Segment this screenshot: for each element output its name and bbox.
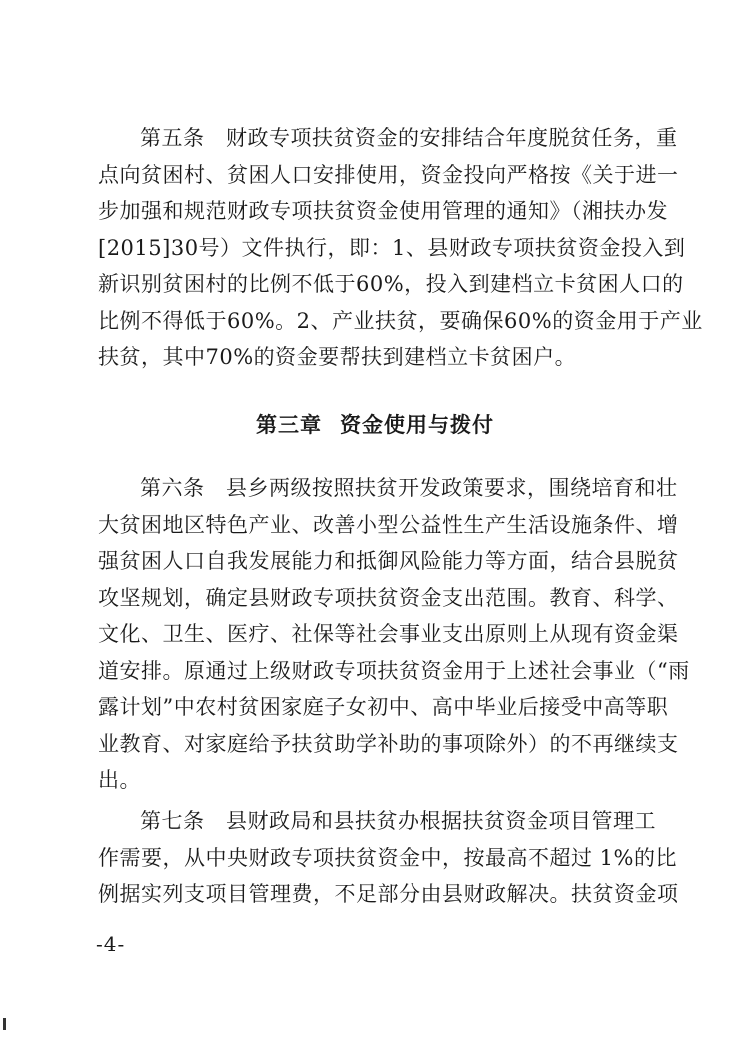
paragraph-line: 点向贫困村、贫困人口安排使用，资金投向严格按《关于进一 [98,162,679,187]
paragraph-line: 扶贫，其中70%的资金要帮扶到建档立卡贫困户。 [98,345,577,369]
chapter-title: 资金使用与拨付 [340,413,494,437]
paragraph-line: 大贫困地区特色产业、改善小型公益性生产生活设施条件、增 [98,512,679,537]
paragraph-line: 步加强和规范财政专项扶贫资金使用管理的通知》（湘扶办发 [98,199,668,223]
chapter-number: 第三章 [256,413,322,437]
article-5-paragraph [98,120,703,376]
paragraph-line: 强贫困人口自我发展能力和抵御风险能力等方面，结合县脱贫 [98,549,679,573]
paragraph-line: [2015]30号）文件执行，即：1、县财政专项扶贫资金投入到 [98,235,686,260]
paragraph-line: 新识别贫困村的比例不低于60%，投入到建档立卡贫困人口的 [98,272,684,296]
page-number: -4- [96,932,126,956]
paragraph-line: 作需要，从中央财政专项扶贫资金中，按最高不超过 1%的比 [98,845,677,870]
article-7-paragraph [98,803,679,913]
paragraph-line: 比例不得低于60%。2、产业扶贫，要确保60%的资金用于产业 [98,308,703,333]
paragraph-line: 文化、卫生、医疗、社保等社会事业支出原则上从现有资金渠 [98,622,679,646]
paragraph-line: 出。 [98,768,141,792]
chapter-heading [0,409,750,439]
scan-artifact [3,1018,6,1030]
paragraph-line: 业教育、对家庭给予扶贫助学补助的事项除外）的不再继续支 [98,731,679,756]
paragraph-line: 攻坚规划，确定县财政专项扶贫资金支出范围。教育、科学、 [98,585,679,610]
paragraph-line: 露计划”中农村贫困家庭子女初中、高中毕业后接受中高等职 [98,695,669,719]
paragraph-line: 道安排。原通过上级财政专项扶贫资金用于上述社会事业（“雨 [98,658,690,683]
paragraph-line: 第六条 县乡两级按照扶贫开发政策要求，围绕培育和壮 [140,476,678,500]
paragraph-line: 例据实列支项目管理费，不足部分由县财政解决。扶贫资金项 [98,882,679,906]
article-6-paragraph [98,470,690,799]
paragraph-line: 第五条 财政专项扶贫资金的安排结合年度脱贫任务，重 [140,126,678,150]
paragraph-line: 第七条 县财政局和县扶贫办根据扶贫资金项目管理工 [140,809,656,833]
